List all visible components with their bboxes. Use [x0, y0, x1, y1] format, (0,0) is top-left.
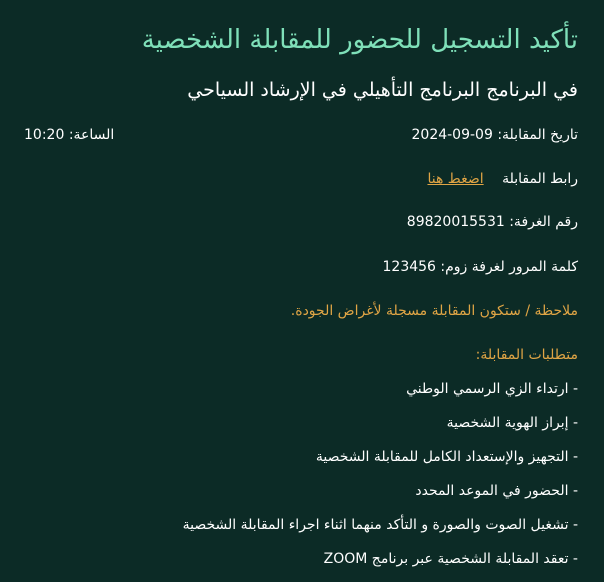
zoom-password-label: كلمة المرور لغرفة زوم:	[440, 259, 578, 275]
room-number-value: 89820015531	[406, 214, 505, 230]
room-number-label: رقم الغرفة:	[509, 214, 578, 230]
interview-time-value: 10:20	[24, 127, 65, 143]
room-number-row	[407, 211, 578, 233]
interview-time-label: الساعة:	[68, 127, 115, 143]
page-title: تأكيد التسجيل للحضور للمقابلة الشخصية	[141, 25, 578, 55]
requirement-item: - تشغيل الصوت والصورة و التأكد منهما اثناء اجراء المقابلة الشخصية	[182, 517, 578, 533]
recording-note: ملاحظة / ستكون المقابلة مسجلة لأغراض الجودة.	[290, 303, 578, 319]
requirement-item: - الحضور في الموعد المحدد	[415, 483, 578, 499]
interview-link-label: رابط المقابلة	[502, 171, 578, 187]
zoom-password-value: 123456	[382, 259, 436, 275]
zoom-password-row	[383, 256, 579, 278]
requirement-item: - تعقد المقابلة الشخصية عبر برنامج ZOOM	[323, 551, 578, 567]
requirement-item: - التجهيز والإستعداد الكامل للمقابلة الشخصية	[315, 449, 578, 465]
requirement-item: - إبراز الهوية الشخصية	[446, 415, 578, 431]
interview-date-value: 2024-09-09	[411, 127, 493, 143]
interview-date-row	[412, 124, 579, 146]
interview-time-row	[24, 124, 114, 146]
interview-link-row	[427, 168, 578, 190]
requirements-list	[183, 378, 578, 582]
interview-date-label: تاريخ المقابلة:	[497, 127, 578, 143]
requirement-item: - ارتداء الزي الرسمي الوطني	[406, 381, 578, 397]
requirements-title: متطلبات المقابلة:	[475, 347, 578, 363]
interview-link[interactable]: اضغط هنا	[427, 171, 484, 187]
program-subtitle: في البرنامج البرنامج التأهيلي في الإرشاد السياحي	[187, 79, 578, 101]
